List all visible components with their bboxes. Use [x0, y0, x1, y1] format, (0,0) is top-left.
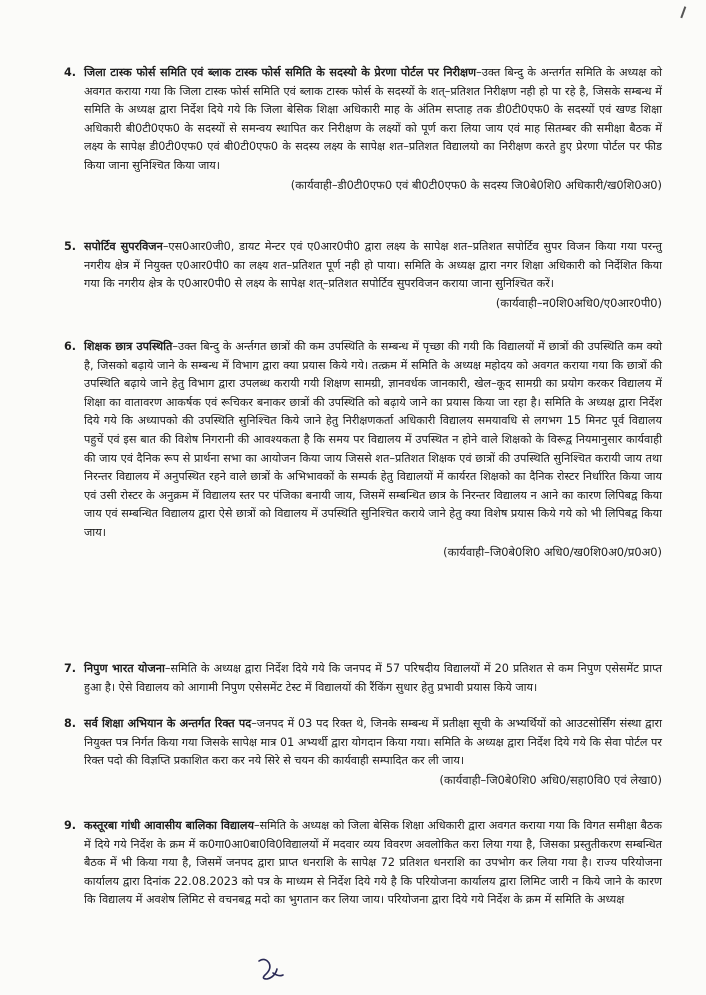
item-paragraph [84, 338, 662, 543]
handwritten-signature [255, 955, 285, 983]
agenda-item-9 [64, 817, 662, 910]
agenda-item-7 [64, 660, 662, 697]
item-paragraph [84, 715, 662, 771]
agenda-item-4 [64, 64, 662, 194]
item-paragraph [84, 817, 662, 910]
agenda-item-5 [64, 238, 662, 312]
item-paragraph [84, 238, 662, 294]
item-heading: सर्व शिक्षा अभियान के अन्तर्गत रिक्त पद [84, 717, 252, 730]
corner-tick-mark [680, 6, 695, 21]
item-action: (कार्यवाही–डी0टी0एफ0 एवं बी0टी0एफ0 के सदस्य जि0बे0शि0 अधिकारी/ख0शि0अ0) [290, 177, 662, 192]
item-number: 7. [64, 662, 77, 675]
item-number: 4. [64, 66, 77, 79]
item-heading: शिक्षक छात्र उपस्थिति [84, 340, 173, 353]
item-body: –समिति के अध्यक्ष को जिला बेसिक शिक्षा अधिकारी द्वारा अवगत कराया गया कि विगत समीक्षा बैठक में दिये गये निर्देश के क्रम में क0गा0आ0बा0वि0विद्यालयों में मदवार व्यय विवरण अवलोकित करा लिया गया है, जिसका प्रस्तुतीकरण सम्बन्धित बैठक में भी किया गया है, जिसमें जनपद द्वारा प्राप्त धनराशि के सापेक्ष 72 प्रतिशत धनराशि का उपभोग कर लिया गया है। राज्य परियोजना कार्यालय द्वारा दिनांक 22.08.2023 को पत्र के माध्यम से निर्देश दिये गये है कि परियोजना कार्यालय द्वारा लिमिट जारी न किये जाने के कारण कि विद्यालय में अवशेष लिमिट से वचनबद्व मदो का भुगतान कर लिया जाय। परियोजना द्वारा दिये गये निर्देश के क्रम में समिति के अध्यक्ष [84, 819, 662, 907]
item-body: –समिति के अध्यक्ष द्वारा निर्देश दिये गये कि जनपद में 57 परिषदीय विद्यालयों में 20 प्रतिशत से कम निपुण एसेसमेंट प्राप्त हुआ है। ऐसे विद्यालय को आगामी निपुण एसेसमेंट टेस्ट में विद्यालयों की रैंकिंग सुधार हेतु प्रभावी प्रयास किये जाय। [84, 662, 662, 694]
item-number: 6. [64, 340, 77, 353]
item-body: –जनपद में 03 पद रिक्त थे, जिनके सम्बन्ध में प्रतीक्षा सूची के अभ्यर्थियों को आउटसोर्सिंग संस्था द्वारा नियुक्त पत्र निर्गत किया गया जिसके सापेक्ष मात्र 01 अभ्यर्थी द्वारा योगदान किया गया। समिति के अध्यक्ष द्वारा निर्देश दिये गये कि सेवा पोर्टल पर रिक्त पदो की विज्ञप्ति प्रकाशित करा कर नये सिरे से चयन की कार्यवाही सम्पादित कर ली जाय। [84, 717, 662, 768]
item-action: (कार्यवाही–जि0बे0शि0 अधि0/सहा0वि0 एवं लेखा0) [439, 772, 662, 787]
item-body: –एस0आर0जी0, डायट मेन्टर एवं ए0आर0पी0 द्वारा लक्ष्य के सापेक्ष शत–प्रतिशत सपोर्टिव सुपर विजन किया गया परन्तु नगरीय क्षेत्र में नियुक्त ए0आर0पी0 का लक्ष्य शत–प्रतिशत पूर्ण नही हो पाया। समिति के अध्यक्ष द्वारा नगर शिक्षा अधिकारी को निर्देशित किया गया कि नगरीय क्षेत्र के ए0आर0पी0 से लक्ष्य के सापेक्ष शत्–प्रतिशत सपोर्टिव सुपरविजन कराया जाना सुनिश्चित करें। [84, 240, 662, 291]
item-action: (कार्यवाही–न0शि0अधि0/ए0आर0पी0) [495, 295, 662, 310]
agenda-item-8 [64, 715, 662, 789]
item-body: –उक्त बिन्दु के अर्न्तगत छात्रों की कम उपस्थिति के सम्बन्ध में पृच्छा की गयी कि विद्यालयों में छात्रों की उपस्थिति कम क्यो है, जिसको बढ़ाये जाने के सम्बन्ध में विभाग द्वारा क्या प्रयास किये गये। तत्क्रम में समिति के अध्यक्ष महोदय को अवगत कराया गया कि छात्रों की उपस्थिति बढ़ाये जाने हेतु विभाग द्वारा उपलब्ध करायी गयी शिक्षण सामग्री, ज्ञानवर्धक जानकारी, खेल–कूद सामग्री का प्रयोग करकर विद्यालय में शिक्षा का वातावरण आकर्षक एवं रूचिकर बनाकर छात्रों की उपस्थिति को बढ़ाये जाने का प्रयास किया जा रहा है। समिति के अध्यक्ष द्वारा निर्देश दिये गये कि अध्यापको की उपस्थिति सुनिश्चित किये जाने हेतु निरीक्षणकर्ता अधिकारी विद्यालय समयावधि से लगभग 15 मिनट पूर्व विद्यालय पहुचें एवं इस बात की विशेष निगरानी की आवश्यकता है कि समय पर विद्यालय में उपस्थित न होने वाले शिक्षको के विरूद्व नियमानुसार कार्यवाही की जाय एवं दैनिक रूप से प्रार्थना सभा का आयोजन किया जाय जिससे शत–प्रतिशत शिक्षक एवं छात्रों की उपस्थिति सुनिश्चित करायी जाय तथा निरन्तर विद्यालय में अनुपस्थित रहने वाले छात्रों के अभिभावकों के सम्पर्क हेतु विद्यालयों में कार्यरत शिक्षको का दैनिक रोस्टर निर्धारित किया जाय एवं उसी रोस्टर के अनुक्रम में विद्यालय स्तर पर पंजिका बनायी जाय, जिसमें सम्बन्धित छात्र के निरन्तर विद्यालय न आने का कारण लिपिबद्व किया जाय एवं सम्बन्धित विद्यालय द्वारा ऐसे छात्रों को विद्यालय में उपस्थिति सुनिश्चित कराये जाने हेतु क्या विशेष प्रयास किये गये को भी लिपिबद्व किया जाय। [84, 340, 662, 539]
item-heading: सपोर्टिव सुपरविजन [84, 240, 163, 253]
item-number: 5. [64, 240, 77, 253]
item-paragraph [84, 660, 662, 697]
item-action: (कार्यवाही–जि0बे0शि0 अधि0/ख0शि0अ0/प्र0अ0) [443, 544, 662, 559]
item-number: 9. [64, 819, 77, 832]
agenda-item-6 [64, 338, 662, 561]
item-heading: कस्तूरबा गांधी आवासीय बालिका विद्यालय [84, 819, 254, 832]
item-body: –उक्त बिन्दु के अन्तर्गत समिति के अध्यक्ष को अवगत कराया गया कि जिला टास्क फोर्स समिति एवं ब्लाक टास्क फोर्स के सदस्यों के शत्–प्रतिशत निरीक्षण नही हो पा रहे है, जिसके सम्बन्ध में समिति के अध्यक्ष द्वारा निर्देश दिये गये कि जिला बेसिक शिक्षा अधिकारी माह के अंतिम सप्ताह तक डी0टी0एफ0 के सदस्यों एवं खण्ड शिक्षा अधिकारी बी0टी0एफ0 के सदस्यों से समन्वय स्थापित कर निरीक्षण के लक्ष्यों को पूर्ण करा लिया जाय एवं माह सितम्बर की समीक्षा बैठक में लक्ष्य के सापेक्ष डी0टी0एफ0 एवं बी0टी0एफ0 के सदस्य लक्ष्य के सापेक्ष शत–प्रतिशत विद्यालयो का निरीक्षण करते हुए प्रेरणा पोर्टल पर फीड किया जाना सुनिश्चित किया जाय। [84, 66, 662, 172]
item-heading: निपुण भारत योजना [84, 662, 165, 675]
item-number: 8. [64, 717, 77, 730]
item-heading: जिला टास्क फोर्स समिति एवं ब्लाक टास्क फोर्स समिति के सदस्यो के प्रेरणा पोर्टल पर निरीक्षण [84, 66, 477, 79]
item-paragraph [84, 64, 662, 176]
